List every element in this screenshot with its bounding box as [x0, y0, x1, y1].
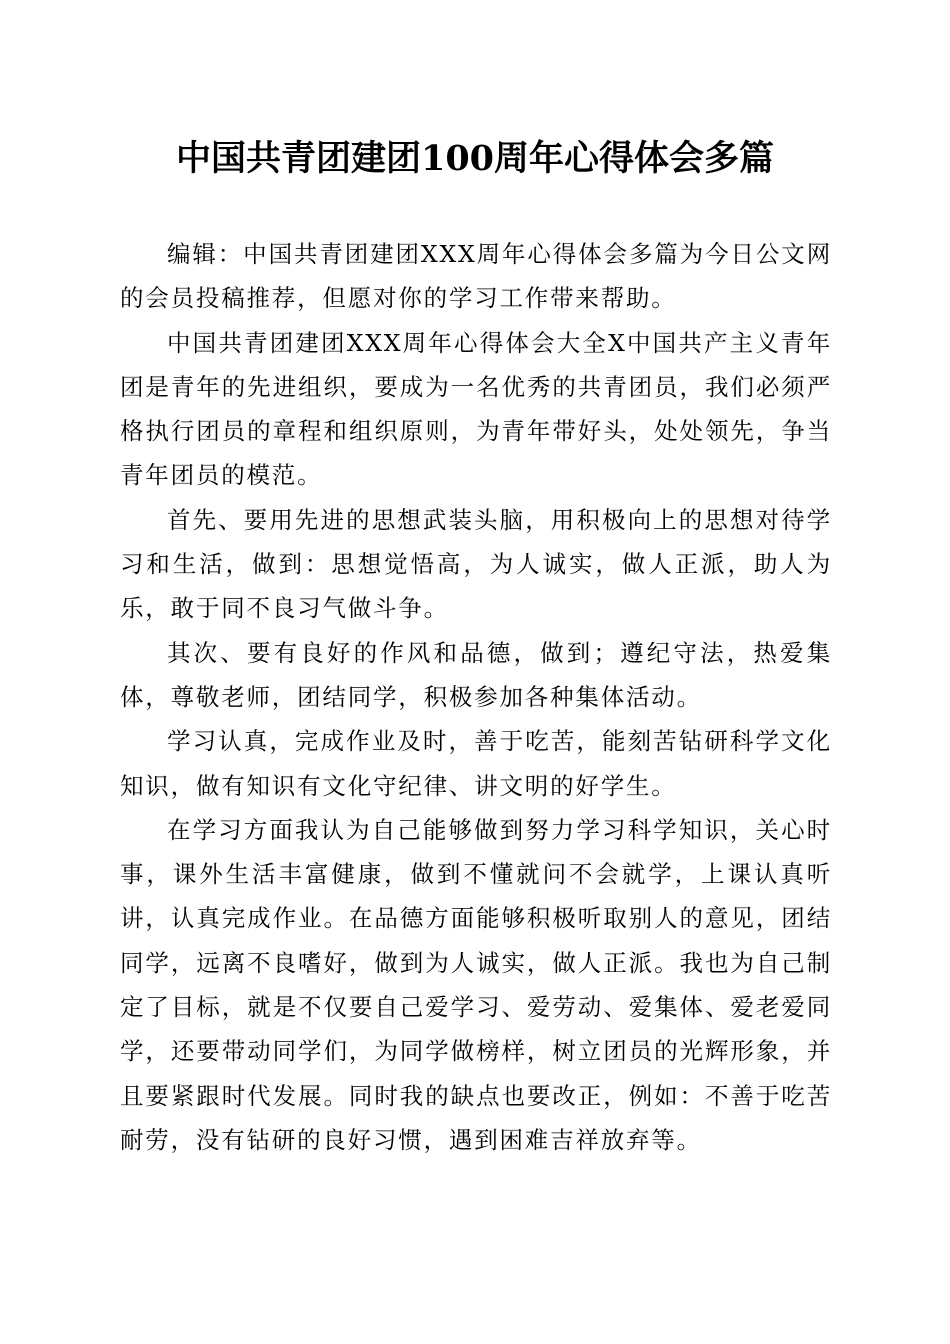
- paragraph-reflection: 在学习方面我认为自己能够做到努力学习科学知识，关心时事，课外生活丰富健康，做到不懂就问不会就学，上课认真听讲，认真完成作业。在品德方面能够积极听取别人的意见，团结同学，远离不良嗜好，做到为人诚实，做人正派。我也为自己制定了目标，就是不仅要自己爱学习、爱劳动、爱集体、爱老爱同学，还要带动同学们，为同学做榜样，树立团员的光辉形象，并且要紧跟时代发展。同时我的缺点也要改正，例如：不善于吃苦耐劳，没有钻研的良好习惯，遇到困难吉祥放弃等。: [120, 815, 832, 1154]
- paragraph-editor-note: 编辑：中国共青团建团XXX周年心得体会多篇为今日公文网的会员投稿推荐，但愿对你的学习工作带来帮助。: [120, 240, 832, 313]
- document-title: 中国共青团建团100周年心得体会多篇: [175, 138, 775, 179]
- paragraph-study: 学习认真，完成作业及时，善于吃苦，能刻苦钻研科学文化知识，做有知识有文化守纪律、讲文明的好学生。: [120, 727, 832, 800]
- paragraph-first: 首先、要用先进的思想武装头脑，用积极向上的思想对待学习和生活，做到：思想觉悟高，为人诚实，做人正派，助人为乐，敢于同不良习气做斗争。: [120, 505, 832, 623]
- paragraph-intro: 中国共青团建团XXX周年心得体会大全X中国共产主义青年团是青年的先进组织，要成为一名优秀的共青团员，我们必须严格执行团员的章程和组织原则，为青年带好头，处处领先，争当青年团员的模范。: [120, 328, 832, 490]
- paragraph-second: 其次、要有良好的作风和品德，做到；遵纪守法，热爱集体，尊敬老师，团结同学，积极参加各种集体活动。: [120, 638, 832, 711]
- document-body: [120, 232, 832, 1162]
